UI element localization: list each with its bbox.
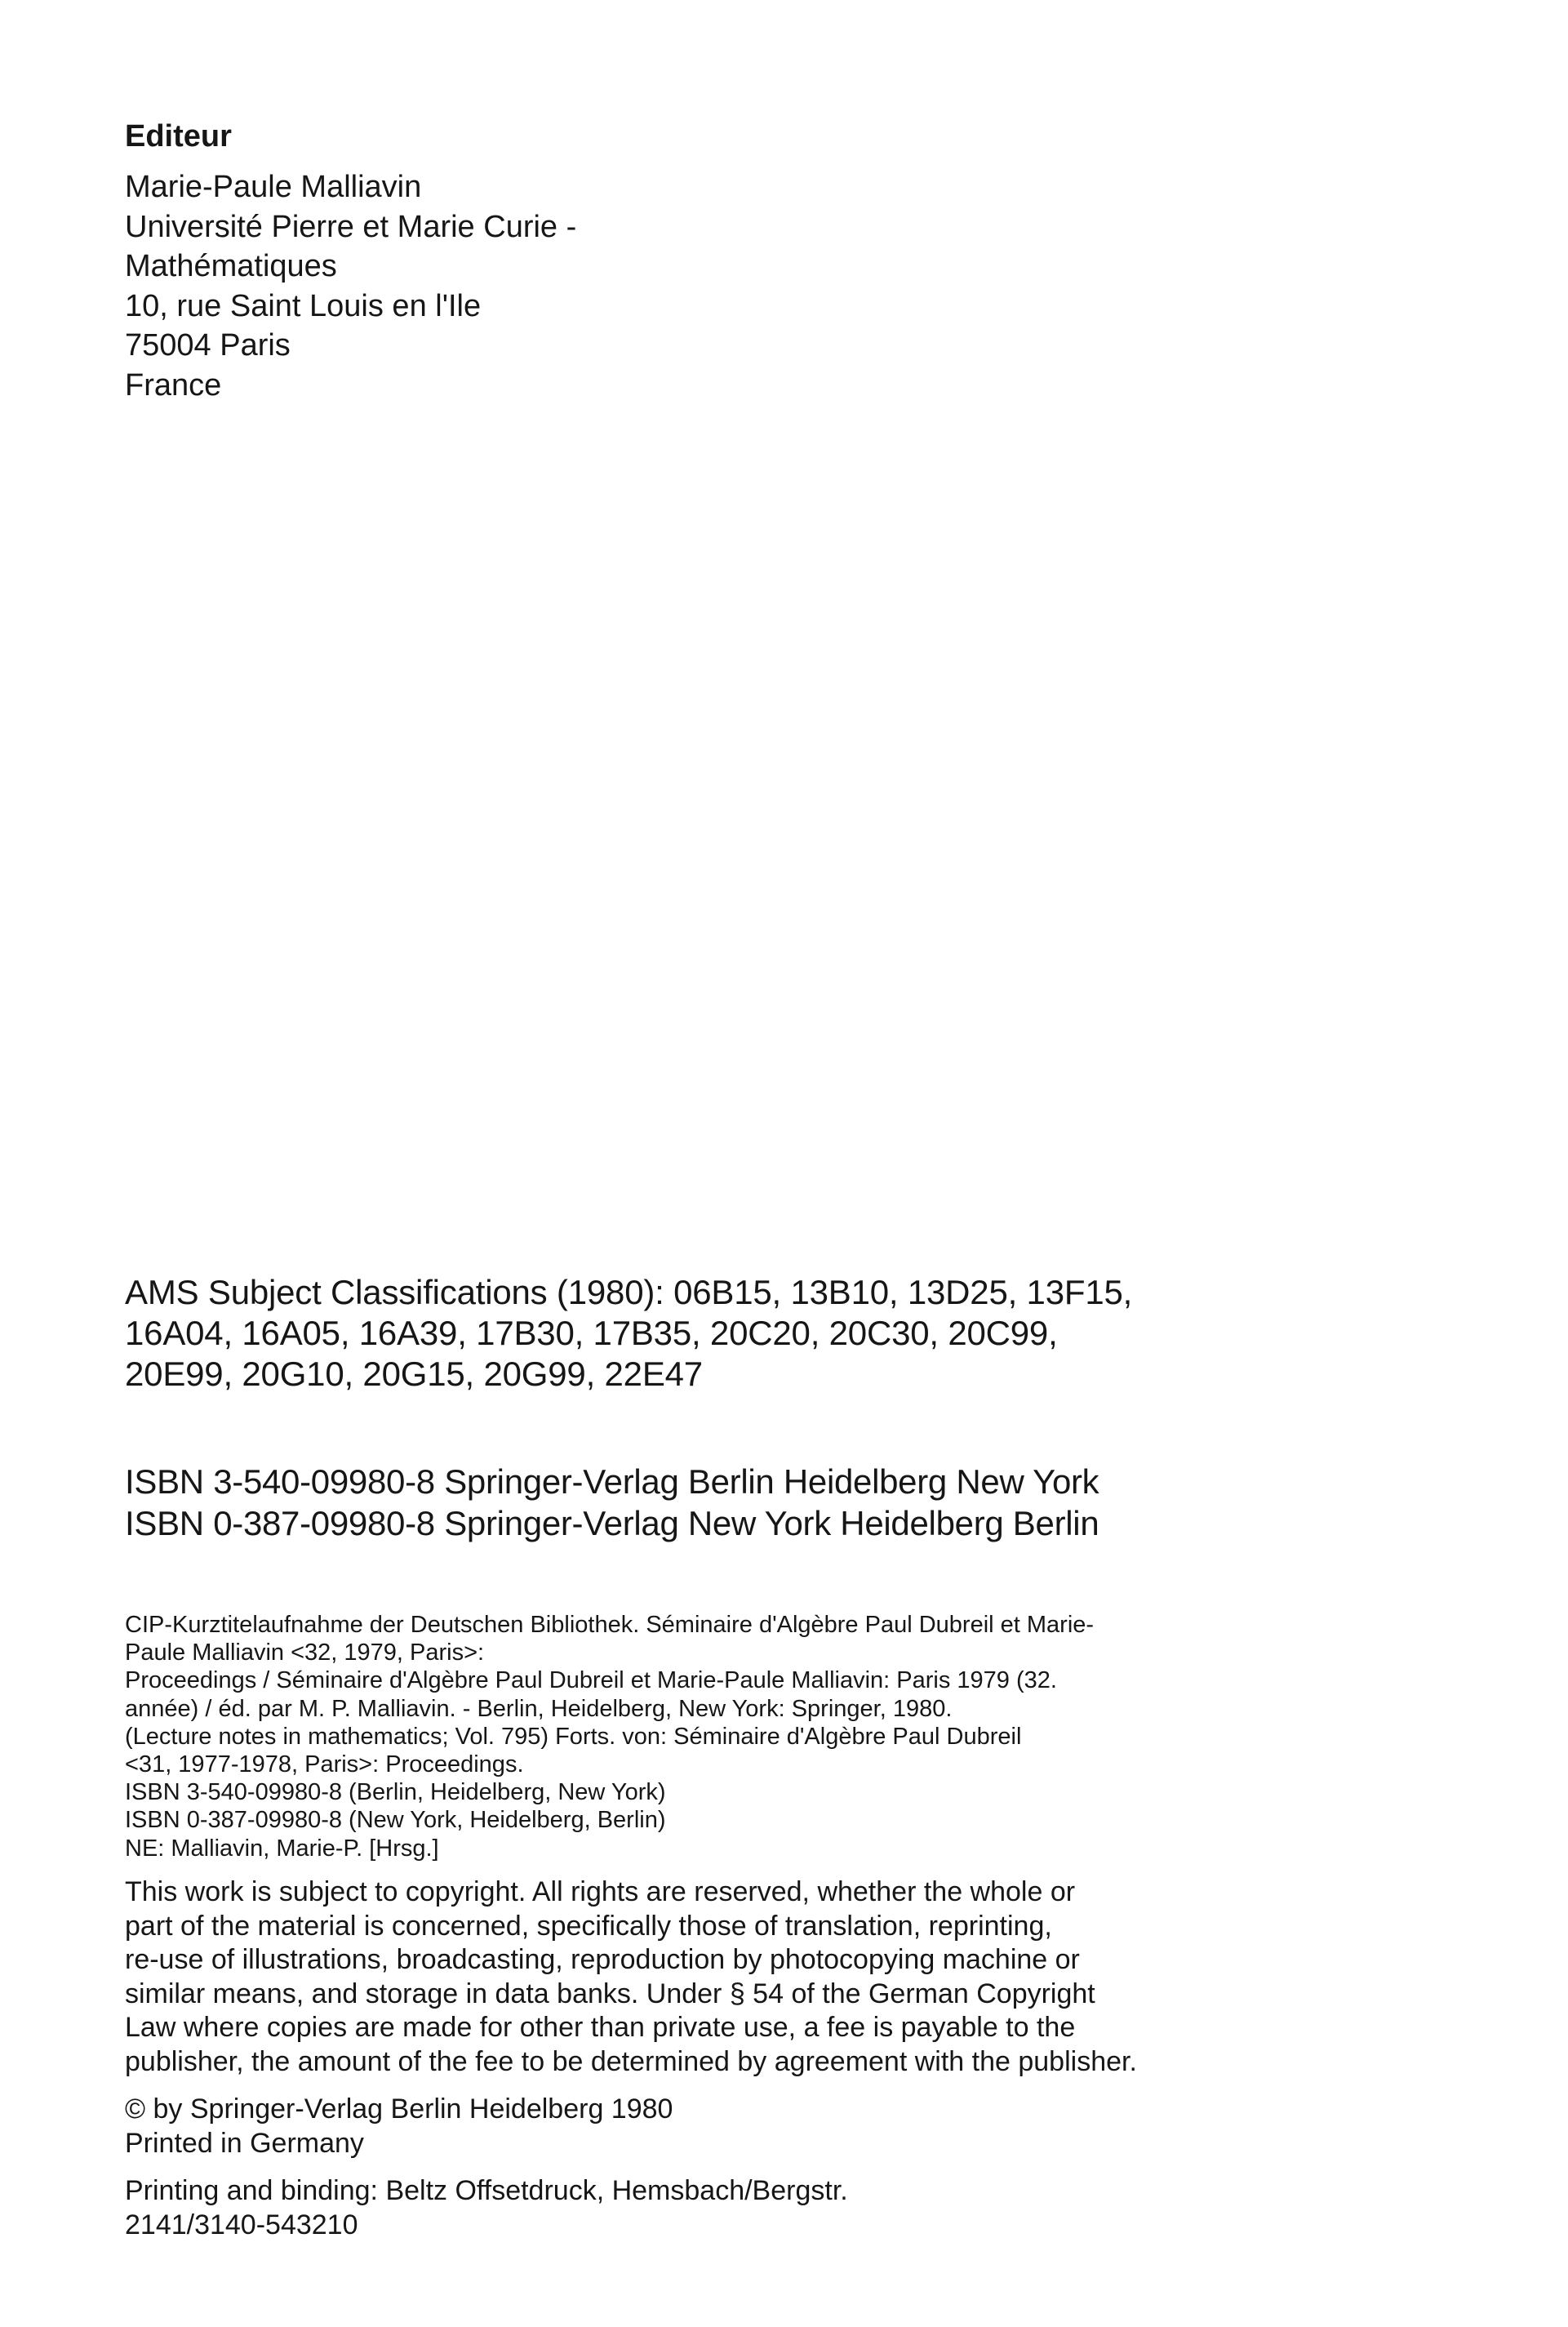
isbn-line: ISBN 3-540-09980-8 Springer-Verlag Berlin Heidelberg New York [125,1462,1099,1501]
editor-block [125,117,576,405]
cip-block [125,1611,1094,1862]
cip-line: Paule Malliavin <32, 1979, Paris>: [125,1640,485,1666]
cip-line: NE: Malliavin, Marie-P. [Hrsg.] [125,1835,439,1862]
print-code: 2141/3140-543210 [125,2209,358,2240]
copyright-notice-line: part of the material is concerned, specifically those of translation, reprinting, [125,1910,1052,1942]
ams-classifications [125,1272,1132,1395]
cip-line: (Lecture notes in mathematics; Vol. 795) Forts. von: Séminaire d'Algèbre Paul Dubreil [125,1723,1022,1750]
printing-block [125,2174,848,2242]
cip-line: Proceedings / Séminaire d'Algèbre Paul Dubreil et Marie-Paule Malliavin: Paris 1979 (32. [125,1667,1057,1694]
isbn-block [125,1461,1099,1544]
isbn-line: ISBN 0-387-09980-8 Springer-Verlag New York Heidelberg Berlin [125,1504,1099,1542]
printed-in: Printed in Germany [125,2127,364,2159]
editor-name: Marie-Paule Malliavin [125,170,422,204]
editor-department: Mathématiques [125,249,337,283]
imprint-block [125,2093,673,2160]
editor-street: 10, rue Saint Louis en l'Ile [125,288,482,323]
printing-binding: Printing and binding: Beltz Offsetdruck, Hemsbach/Bergstr. [125,2175,848,2206]
editor-heading: Editeur [125,119,232,154]
ams-line: 20E99, 20G10, 20G15, 20G99, 22E47 [125,1355,703,1393]
cip-line: année) / éd. par M. P. Malliavin. - Berlin, Heidelberg, New York: Springer, 1980. [125,1695,953,1722]
copyright-notice-line: publisher, the amount of the fee to be determined by agreement with the publisher. [125,2045,1137,2077]
copyright-notice-line: Law where copies are made for other than private use, a fee is payable to the [125,2012,1076,2043]
copyright-notice-line: This work is subject to copyright. All rights are reserved, whether the whole or [125,1876,1076,1907]
copyright-notice [125,1875,1137,2079]
copyright-notice-line: similar means, and storage in data banks. Under § 54 of the German Copyright [125,1978,1095,2009]
cip-line: ISBN 3-540-09980-8 (Berlin, Heidelberg, New York) [125,1779,666,1806]
cip-line: ISBN 0-387-09980-8 (New York, Heidelberg, Berlin) [125,1807,666,1834]
editor-country: France [125,367,222,403]
cip-line: <31, 1977-1978, Paris>: Proceedings. [125,1751,524,1778]
editor-institution: Université Pierre et Marie Curie - [125,209,577,244]
ams-line: 16A04, 16A05, 16A39, 17B30, 17B35, 20C20, 20C30, 20C99, [125,1314,1058,1352]
ams-line: AMS Subject Classifications (1980): 06B15, 13B10, 13D25, 13F15, [125,1273,1133,1311]
copyright-notice-line: re-use of illustrations, broadcasting, reproduction by photocopying machine or [125,1944,1080,1975]
editor-city: 75004 Paris [125,328,291,363]
copyright-statement: © by Springer-Verlag Berlin Heidelberg 1980 [125,2093,673,2125]
cip-line: CIP-Kurztitelaufnahme der Deutschen Bibliothek. Séminaire d'Algèbre Paul Dubreil et Marie- [125,1612,1095,1638]
